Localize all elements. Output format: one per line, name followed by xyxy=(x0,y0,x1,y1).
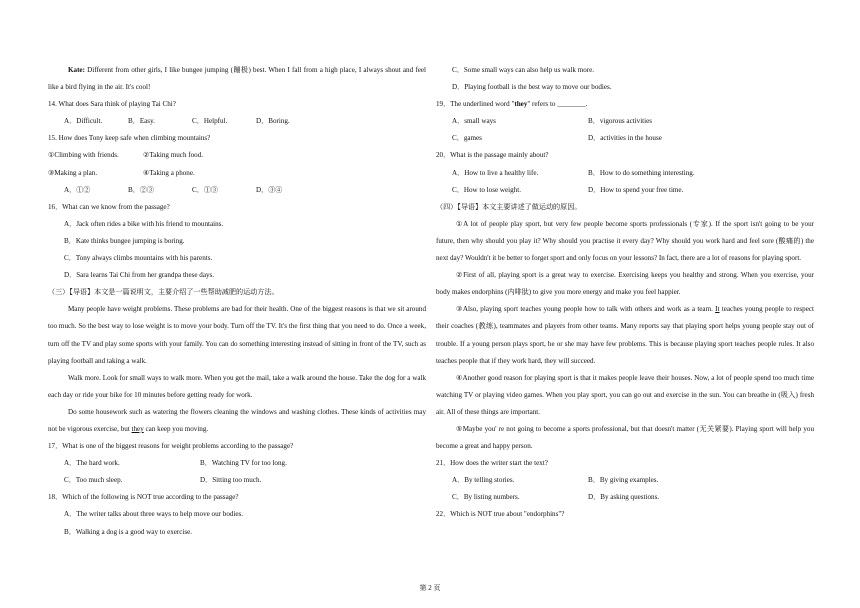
question-20-options-row2 xyxy=(436,182,814,199)
passage-4-paragraph-4: ④Another good reason for playing sport is that it makes people leave their houses. Now, a lot of people spend too much time watching TV or playing video games. When you play sport, you can go out and exercise in the sun. You can breathe in (吸入) fresh air. All of these things are important. xyxy=(436,373,814,416)
option: D．③④ xyxy=(256,185,283,194)
option: D．Playing football is the best way to move our bodies. xyxy=(452,83,612,92)
passage-3-paragraph-1: Many people have weight problems. These problems are bad for their health. One of the biggest reasons is that we sit around too much. So the best way to lose weight is to move your body. Turn off the TV. It's the first thing that you need to do. Once a week, turn off the TV and play some sports with your family. You can do something interesting instead of sitting in front of the TV, such as playing football and taking a walk. xyxy=(48,305,426,365)
question-17-options-row2 xyxy=(48,472,426,489)
question-15: 15. How does Tony keep safe when climbing mountains? xyxy=(48,134,211,143)
section-3-heading: （三）【导语】本文是一篇说明文，主要介绍了一些帮助减肥的运动方法。 xyxy=(48,288,279,297)
option: D．Sitting too much. xyxy=(200,476,262,485)
option: B．Easy. xyxy=(128,117,155,126)
option: C．①③ xyxy=(192,185,219,194)
option: C．Tony always climbs mountains with his parents. xyxy=(64,254,213,263)
question-15-items-row2 xyxy=(48,165,426,182)
option: C．Helpful. xyxy=(192,117,228,126)
item: ①Climbing with friends. xyxy=(48,151,119,160)
question-19-options-row2 xyxy=(436,130,814,147)
question-21-options-row1 xyxy=(436,472,814,489)
option: A．By telling stories. xyxy=(452,476,515,485)
section-4-heading: （四）【导语】本文主要讲述了做运动的原因。 xyxy=(436,202,582,211)
question-22: 22．Which is NOT true about "endorphins"? xyxy=(436,510,565,519)
option: B．②③ xyxy=(128,185,155,194)
left-column xyxy=(48,62,426,541)
quoted-word: they xyxy=(514,100,528,109)
option: C．games xyxy=(452,134,482,143)
passage-4-paragraph-1: ①A lot of people play sport, but very few people become sports professionals (专家). If the sport isn't going to be your future, then why should you play it? Why should you practise it every day? Why should you work hard and feel sore (酸痛的) the next day? Wouldn't it be better to forget sport and only focus on your lessons? In fact, there are a lot of reasons for playing sport. xyxy=(436,219,814,263)
question-17: 17．What is one of the biggest reasons for weight problems according to the passage? xyxy=(48,442,294,451)
option: B．How to do something interesting. xyxy=(588,168,695,177)
passage-4-paragraph-5: ⑤Maybe you' re not going to become a sports professional, but that doesn't matter (无关紧要). Playing sport will help you become a great and happy person. xyxy=(436,424,814,451)
question-21-options-row2 xyxy=(436,489,814,506)
passage-3-paragraph-2: Walk more. Look for small ways to walk more. When you get the mail, take a walk around the house. Take the dog for a walk each day or ride your bike for 10 minutes before getting ready for work. xyxy=(48,373,426,399)
option: A．①② xyxy=(64,185,91,194)
passage-4-paragraph-3: ③Also, playing sport teaches young people how to talk with others and work as a team. It teaches young people to respect their coaches (教练), teammates and players from other teams. Many reports say that playing sport helps young people stay out of trouble. If a young person plays sport, he or she may have few problems. This is because playing sport teaches people rules. It also teaches people that if they work hard, they will succeed. xyxy=(436,305,814,365)
page-number: 第 2 页 xyxy=(419,584,441,592)
option: B．vigorous activities xyxy=(588,117,653,126)
option: C．By listing numbers. xyxy=(452,493,520,502)
underlined-word: It xyxy=(715,305,720,314)
passage-4-paragraph-2: ②First of all, playing sport is a great way to exercise. Exercising keeps you healthy and strong. When you exercise, your body makes endorphins (内啡肽) to give you more energy and make you feel happier. xyxy=(436,271,814,297)
option: D．activities in the house xyxy=(588,134,662,143)
option: B．Walking a dog is a good way to exercise. xyxy=(64,527,193,536)
option: D．Boring. xyxy=(256,117,290,126)
item: ③Making a plan. xyxy=(48,168,98,177)
question-15-options xyxy=(48,182,426,199)
passage-3-paragraph-3: Do some housework such as watering the flowers cleaning the windows and washing clothes. These kinds of activities may not be vigorous exercise, but they can keep you moving. xyxy=(48,407,426,433)
right-column xyxy=(436,62,814,524)
question-20-options-row1 xyxy=(436,165,814,182)
question-15-items-row1 xyxy=(48,147,426,164)
question-16: 16．What can we know from the passage? xyxy=(48,202,170,211)
option: C．How to lose weight. xyxy=(452,185,521,194)
option: D．By asking questions. xyxy=(588,493,660,502)
option: A．How to live a healthy life. xyxy=(452,168,539,177)
option: B．By giving examples. xyxy=(588,476,659,485)
option: B．Watching TV for too long. xyxy=(200,459,287,468)
item: ④Taking a phone. xyxy=(143,168,195,177)
underlined-word: they xyxy=(131,424,144,433)
option: A．The writer talks about three ways to help move our bodies. xyxy=(64,510,244,519)
option: C．Too much sleep. xyxy=(64,476,123,485)
item: ②Taking much food. xyxy=(143,151,204,160)
option: D．How to spend your free time. xyxy=(588,185,684,194)
question-21: 21．How does the writer start the text? xyxy=(436,459,548,468)
question-20: 20．What is the passage mainly about? xyxy=(436,151,549,160)
question-14-options xyxy=(48,113,426,130)
question-14: 14. What does Sara think of playing Tai Chi? xyxy=(48,100,176,109)
option: B．Kate thinks bungee jumping is boring. xyxy=(64,236,185,245)
option: A．Difficult. xyxy=(64,117,103,126)
option: C．Some small ways can also help us walk more. xyxy=(452,66,595,74)
option: A．The hard work. xyxy=(64,459,120,468)
question-19-options-row1 xyxy=(436,113,814,130)
question-18: 18．Which of the following is NOT true according to the passage? xyxy=(48,493,239,502)
option: A．small ways xyxy=(452,117,496,126)
question-17-options-row1 xyxy=(48,455,426,472)
option: D．Sara learns Tai Chi from her grandpa these days. xyxy=(64,271,215,280)
kate-paragraph: Kate: Different from other girls, I like bungee jumping (蹦极) best. When I fall from a high place, I always shout and feel like a bird flying in the air. It's cool! xyxy=(48,66,426,92)
option: A．Jack often rides a bike with his friend to mountains. xyxy=(64,219,224,228)
question-19: 19．The underlined word "they" refers to ________. xyxy=(436,100,588,109)
